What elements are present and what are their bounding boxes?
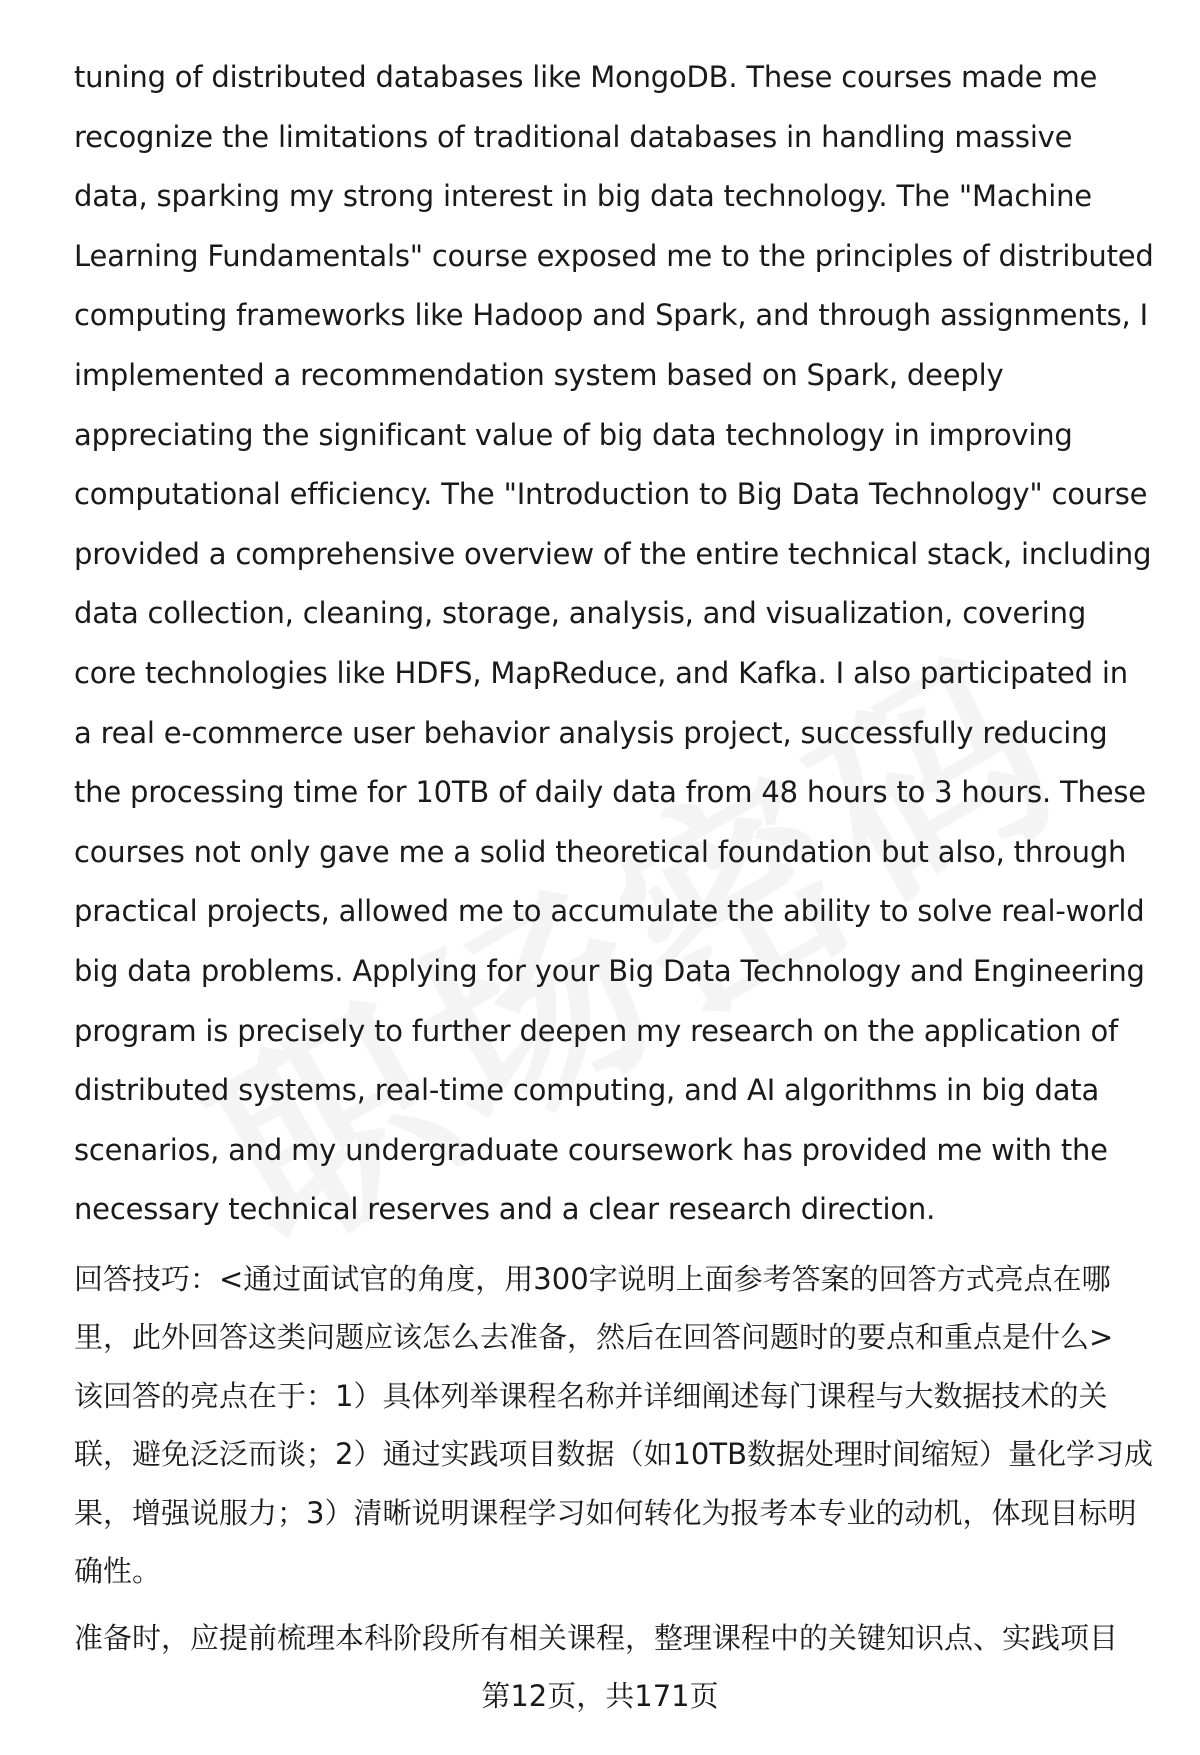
english-answer-paragraph: tuning of distributed databases like MongoDB. These courses made me recognize the limitations of traditional databases in handling massive data, sparking my strong interest in big data technology. The "Machine Learning Fundamentals" course exposed me to the principles of distributed computing frameworks like Hadoop and Spark, and through assignments, I implemented a recommendation system based on Spark, deeply appreciating the significant value of big data technology in improving computational efficiency. The "Introduction to Big Data Technology" course provided a comprehensive overview of the entire technical stack, including data collection, cleaning, storage, analysis, and visualization, covering core technologies like HDFS, MapReduce, and Kafka. I also participated in a real e-commerce user behavior analysis project, successfully reducing the processing time for 10TB of daily data from 48 hours to 3 hours. These courses not only gave me a solid theoretical foundation but also, through practical projects, allowed me to accumulate the ability to solve real-world big data problems. Applying for your Big Data Technology and Engineering program is precisely to further deepen my research on the application of distributed systems, real-time computing, and AI algorithms in big data scenarios, and my undergraduate coursework has provided me with the necessary technical reserves and a clear research direction. (74, 60, 1154, 1227)
tips-heading: 回答技巧：<通过面试官的角度，用300字说明上面参考答案的回答方式亮点在哪里，此外回答这类问题应该怎么去准备，然后在回答问题时的要点和重点是什么> (74, 1261, 1114, 1355)
page-indicator: 第12页，共171页 (481, 1679, 719, 1713)
preparation-paragraph: 准备时，应提前梳理本科阶段所有相关课程，整理课程中的关键知识点、实践项目 (74, 1620, 1119, 1655)
highlights-paragraph: 该回答的亮点在于：1）具体列举课程名称并详细阐述每门课程与大数据技术的关联，避免泛泛而谈；2）通过实践项目数据（如10TB数据处理时间缩短）量化学习成果，增强说服力；3）清晰说明课程学习如何转化为报考本专业的动机，体现目标明确性。 (74, 1378, 1153, 1589)
document-page (74, 48, 1154, 1667)
answer-tips-section (74, 1250, 1154, 1601)
